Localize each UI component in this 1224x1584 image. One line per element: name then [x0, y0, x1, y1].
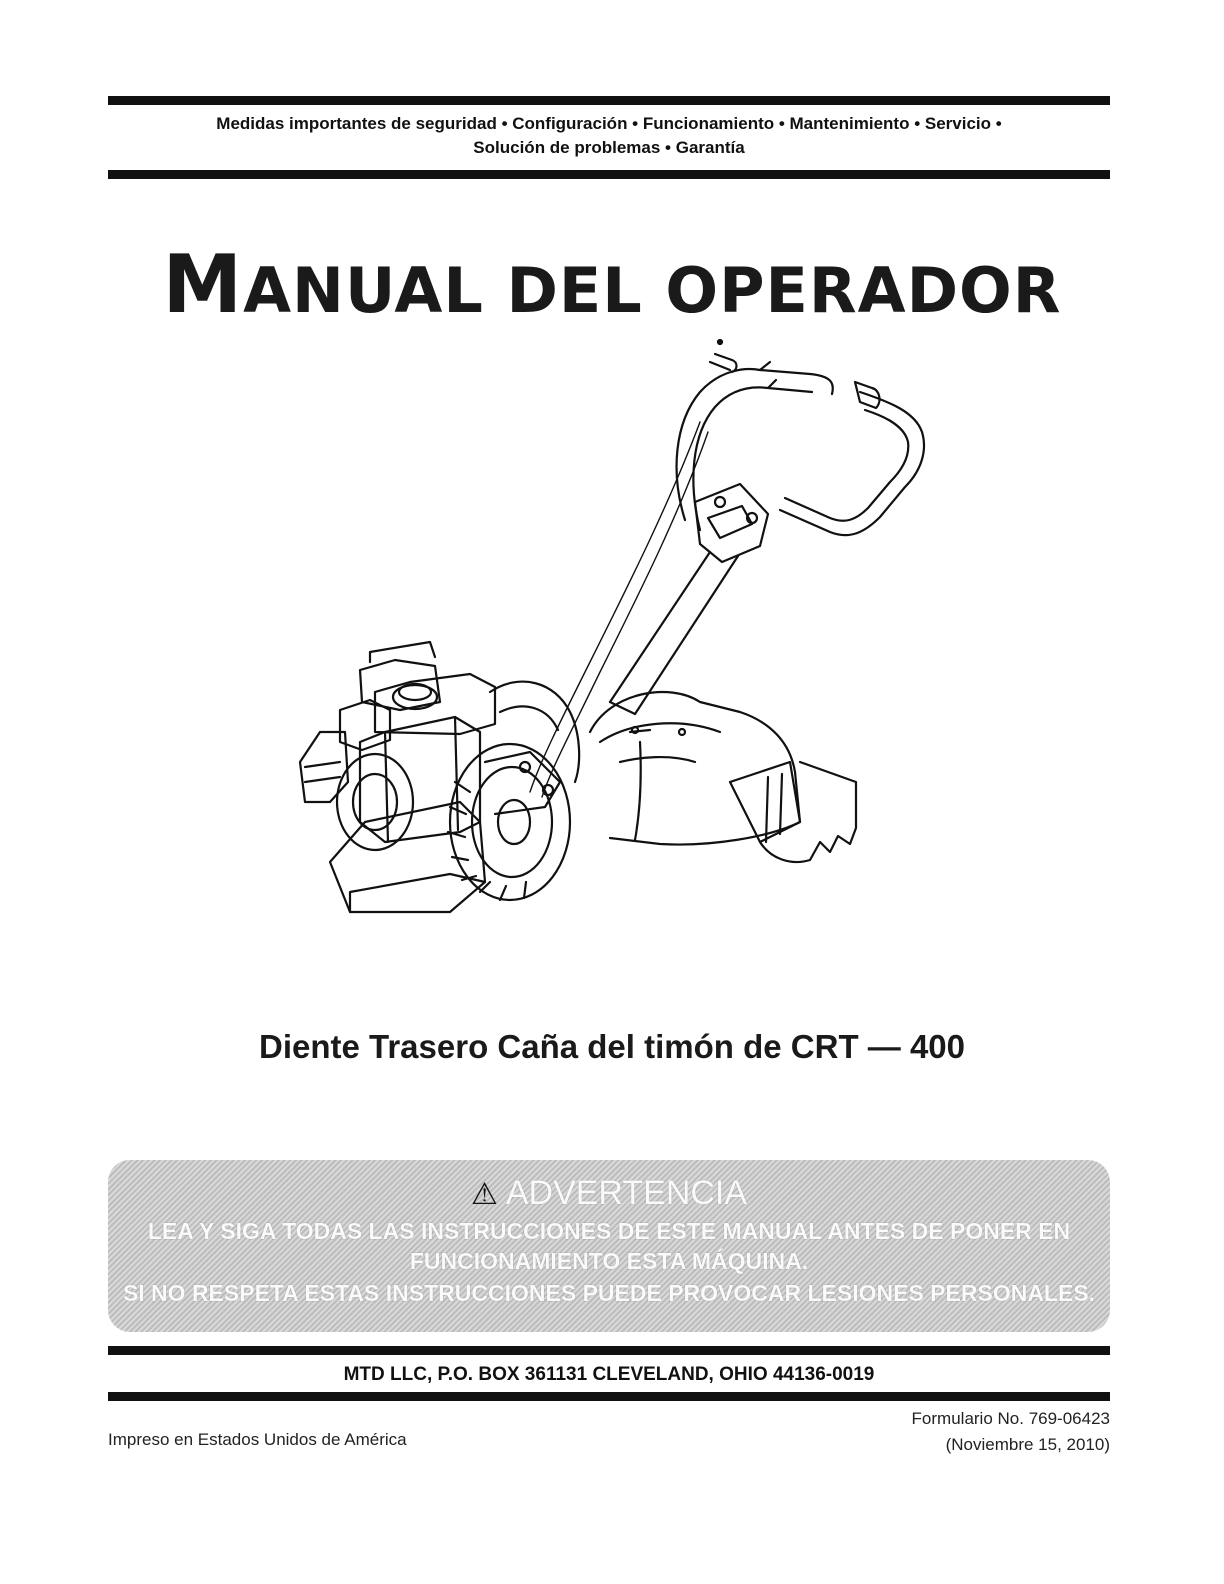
bottom-rule-2	[108, 1392, 1110, 1401]
warning-box	[108, 1160, 1110, 1332]
section-list	[108, 112, 1110, 160]
form-number: Formulario No. 769-06423	[911, 1409, 1110, 1428]
product-subtitle: Diente Trasero Caña del timón de CRT — 400	[258, 1028, 966, 1065]
top-rule-1	[108, 96, 1110, 105]
top-rule-2	[108, 170, 1110, 179]
warning-heading	[108, 1174, 1110, 1213]
bottom-rule-1	[108, 1346, 1110, 1355]
form-info	[912, 1406, 1110, 1458]
title-rest: ANUAL DEL OPERADOR	[243, 254, 1062, 327]
rear-tine-tiller-drawing	[290, 262, 930, 1000]
section-list-line-2: Solución de problemas • Garantía	[473, 138, 745, 157]
section-list-line-1: Medidas importantes de seguridad • Configuración • Funcionamiento • Mantenimiento • Servicio •	[216, 114, 1002, 133]
form-date: (Noviembre 15, 2010)	[945, 1435, 1110, 1454]
warning-title: ADVERTENCIA	[505, 1174, 748, 1212]
printed-in: Impreso en Estados Unidos de América	[108, 1430, 407, 1449]
warning-triangle-icon: ⚠	[470, 1178, 498, 1211]
company-address: MTD LLC, P.O. BOX 361131 CLEVELAND, OHIO 44136-0019	[343, 1364, 875, 1385]
warning-line-3: SI NO RESPETA ESTAS INSTRUCCIONES PUEDE PROVOCAR LESIONES PERSONALES.	[122, 1280, 1096, 1306]
warning-line-1: LEA Y SIGA TODAS LAS INSTRUCCIONES DE ESTE MANUAL ANTES DE PONER EN	[147, 1218, 1071, 1244]
warning-line-2: FUNCIONAMIENTO ESTA MÁQUINA.	[409, 1248, 809, 1274]
title-initial: M	[162, 238, 244, 331]
